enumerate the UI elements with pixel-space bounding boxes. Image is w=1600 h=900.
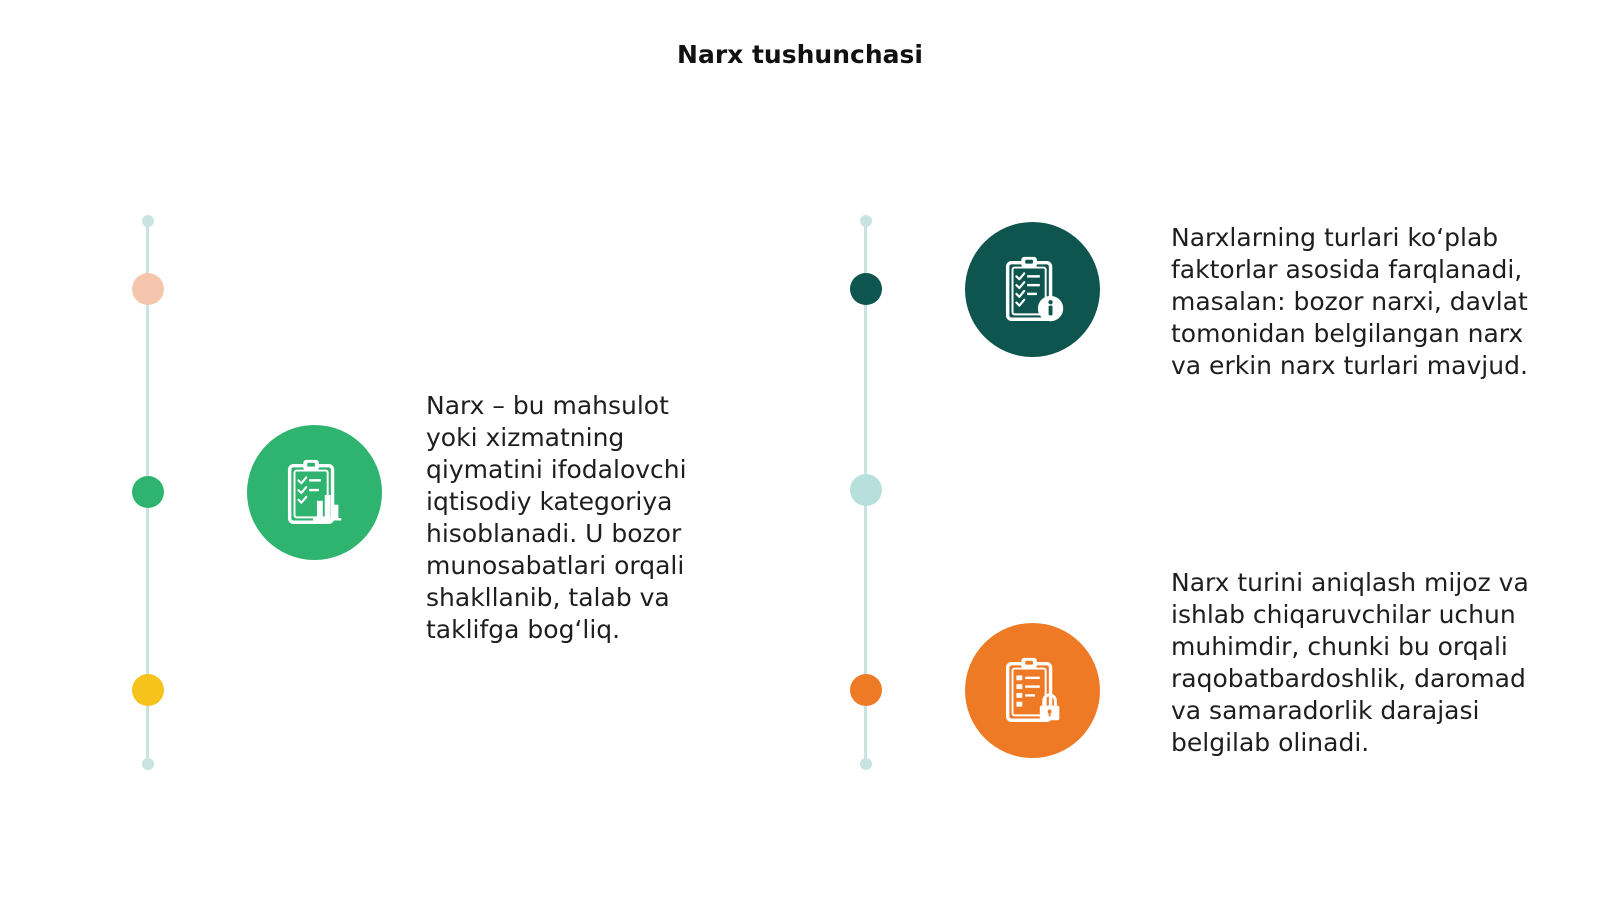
timeline-marker-light-teal xyxy=(850,474,882,506)
timeline-marker-dark-teal xyxy=(850,273,882,305)
timeline-marker-yellow xyxy=(132,674,164,706)
timeline-marker-orange xyxy=(850,674,882,706)
timeline-right-end-dot xyxy=(860,758,872,770)
timeline-left-start-dot xyxy=(142,215,154,227)
clipboard-info-icon xyxy=(994,251,1072,329)
timeline-marker-green xyxy=(132,476,164,508)
item-3-icon-circle xyxy=(965,623,1100,758)
timeline-right-start-dot xyxy=(860,215,872,227)
item-3-text: Narx turini aniqlash mijoz va ishlab chiqaruvchilar uchun muhimdir, chunki bu orqali raqobatbardoshlik, daromad va samaradorlik darajasi belgilab olinadi. xyxy=(1171,568,1529,757)
item-1-icon-circle xyxy=(247,425,382,560)
clipboard-chart-icon xyxy=(276,454,354,532)
clipboard-lock-icon xyxy=(994,652,1072,730)
page-title: Narx tushunchasi xyxy=(677,40,923,69)
item-1-text: Narx – bu mahsulot yoki xizmatning qiymatini ifodalovchi iqtisodiy kategoriya hisoblanadi. U bozor munosabatlari orqali shakllanib, talab va taklifga bog‘liq. xyxy=(426,391,687,644)
item-2-text: Narxlarning turlari ko‘plab faktorlar asosida farqlanadi, masalan: bozor narxi, davlat tomonidan belgilangan narx va erkin narx turlari mavjud. xyxy=(1171,223,1528,380)
timeline-left-end-dot xyxy=(142,758,154,770)
timeline-marker-peach xyxy=(132,273,164,305)
item-2-icon-circle xyxy=(965,222,1100,357)
